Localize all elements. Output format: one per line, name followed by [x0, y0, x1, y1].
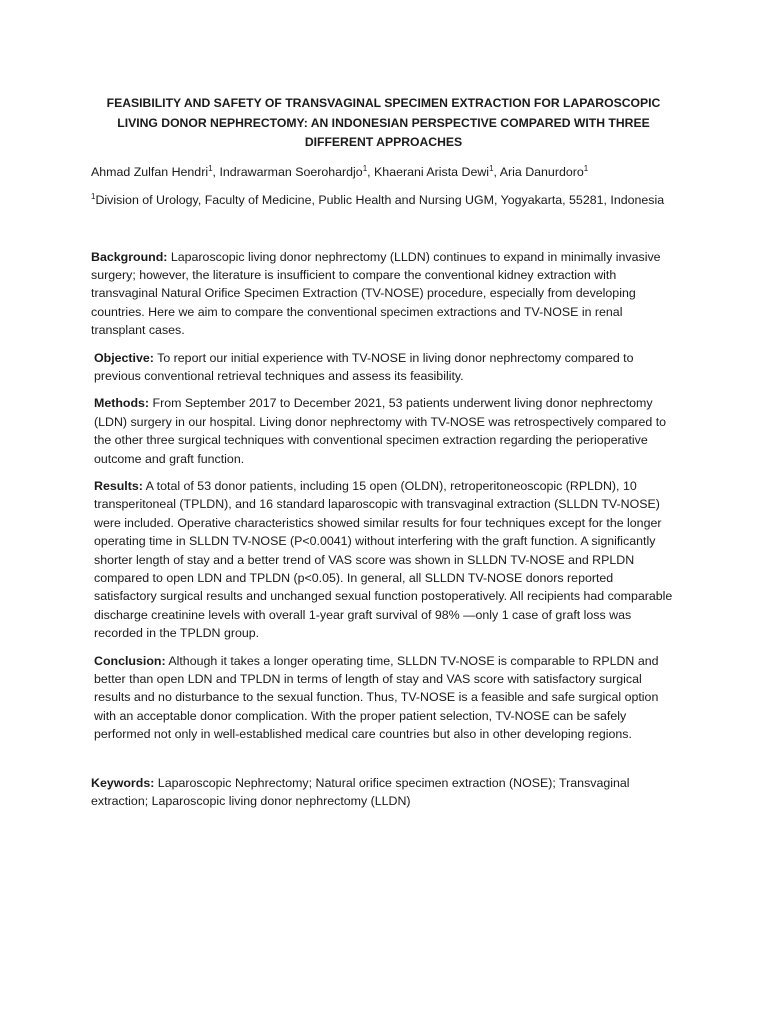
abstract-results	[91, 477, 676, 643]
author-name: Khaerani Arista Dewi	[374, 164, 490, 179]
section-text: From September 2017 to December 2021, 53 patients underwent living donor nephrectomy (LDN) surgery in our hospital. Living donor nephrectomy with TV-NOSE was retrospectively compared to the other three surgical techniques with conventional specimen extraction regarding the perioperative outcome and graft function.	[94, 396, 667, 466]
author-name: Indrawarman Soerohardjo	[219, 164, 363, 179]
section-label: Results:	[94, 478, 143, 493]
affiliation-mark: 1	[91, 191, 96, 201]
author-affil-mark: 1	[489, 163, 494, 173]
section-label: Background:	[91, 249, 168, 264]
author-separator: ,	[212, 164, 220, 179]
abstract-objective	[91, 349, 676, 386]
section-text: To report our initial experience with TV-NOSE in living donor nephrectomy compared to previous conventional retrieval techniques and assess its feasibility.	[94, 350, 634, 383]
section-text: Although it takes a longer operating time, SLLDN TV-NOSE is comparable to RPLDN and better than open LDN and TPLDN in terms of length of stay and VAS score with satisfactory surgical results and no disturbance to the sexual function. Thus, TV-NOSE is a feasible and safe surgical option with an acceptable donor complication. With the proper patient selection, TV-NOSE can be safely performed not only in well-established medical care countries but also in other developing regions.	[94, 653, 659, 742]
abstract-methods	[91, 394, 676, 468]
author-list	[91, 163, 676, 181]
author-affil-mark: 1	[208, 163, 213, 173]
section-label: Objective:	[94, 350, 154, 365]
affiliation	[91, 191, 676, 209]
author-separator: ,	[367, 164, 375, 179]
section-label: Conclusion:	[94, 653, 166, 668]
author-separator: ,	[493, 164, 500, 179]
author-name: Aria Danurdoro	[499, 164, 584, 179]
abstract-conclusion	[91, 652, 676, 744]
affiliation-text: Division of Urology, Faculty of Medicine, Public Health and Nursing UGM, Yogyakarta, 55281, Indonesia	[95, 192, 665, 207]
section-text: Laparoscopic Nephrectomy; Natural orifice specimen extraction (NOSE); Transvaginal extraction; Laparoscopic living donor nephrectomy (LLDN)	[91, 775, 630, 809]
paper-title: FEASIBILITY AND SAFETY OF TRANSVAGINAL SPECIMEN EXTRACTION FOR LAPAROSCOPIC LIVING DONOR NEPHRECTOMY: AN INDONESIAN PERSPECTIVE COMPARED WITH THREE DIFFERENT APPROACHES	[106, 96, 661, 149]
author-affil-mark: 1	[362, 163, 368, 173]
section-text: A total of 53 donor patients, including 15 open (OLDN), retroperitoneoscopic (RPLDN), 10 transperitoneal (TPLDN), and 16 standard laparoscopic with transvaginal extraction (SLLDN TV-NOSE) were included. Operative characteristics showed similar results for four techniques except for the longer operating time in SLLDN TV-NOSE (P<0.0041) without interfering with the graft function. A significantly shorter length of stay and a better trend of VAS score was shown in SLLDN TV-NOSE and RPLDN compared to open LDN and TPLDN (p<0.05). In general, all SLLDN TV-NOSE donors reported satisfactory surgical results and unchanged sexual function postoperatively. All recipients had comparable discharge creatinine levels with overall 1-year graft survival of 98% —only 1 case of graft loss was recorded in the TPLDN group.	[94, 478, 673, 641]
section-text: Laparoscopic living donor nephrectomy (LLDN) continues to expand in minimally invasive surgery; however, the literature is insufficient to compare the conventional kidney extraction with transvaginal Natural Orifice Specimen Extraction (TV-NOSE) procedure, especially from developing countries. Here we aim to compare the conventional specimen extractions and TV-NOSE in renal transplant cases.	[91, 249, 661, 338]
author-affil-mark: 1	[583, 163, 589, 173]
abstract-background	[91, 248, 676, 340]
author-name: Ahmad Zulfan Hendri	[91, 164, 209, 179]
keywords	[91, 774, 676, 811]
section-label: Keywords:	[91, 775, 155, 790]
section-label: Methods:	[94, 396, 150, 411]
